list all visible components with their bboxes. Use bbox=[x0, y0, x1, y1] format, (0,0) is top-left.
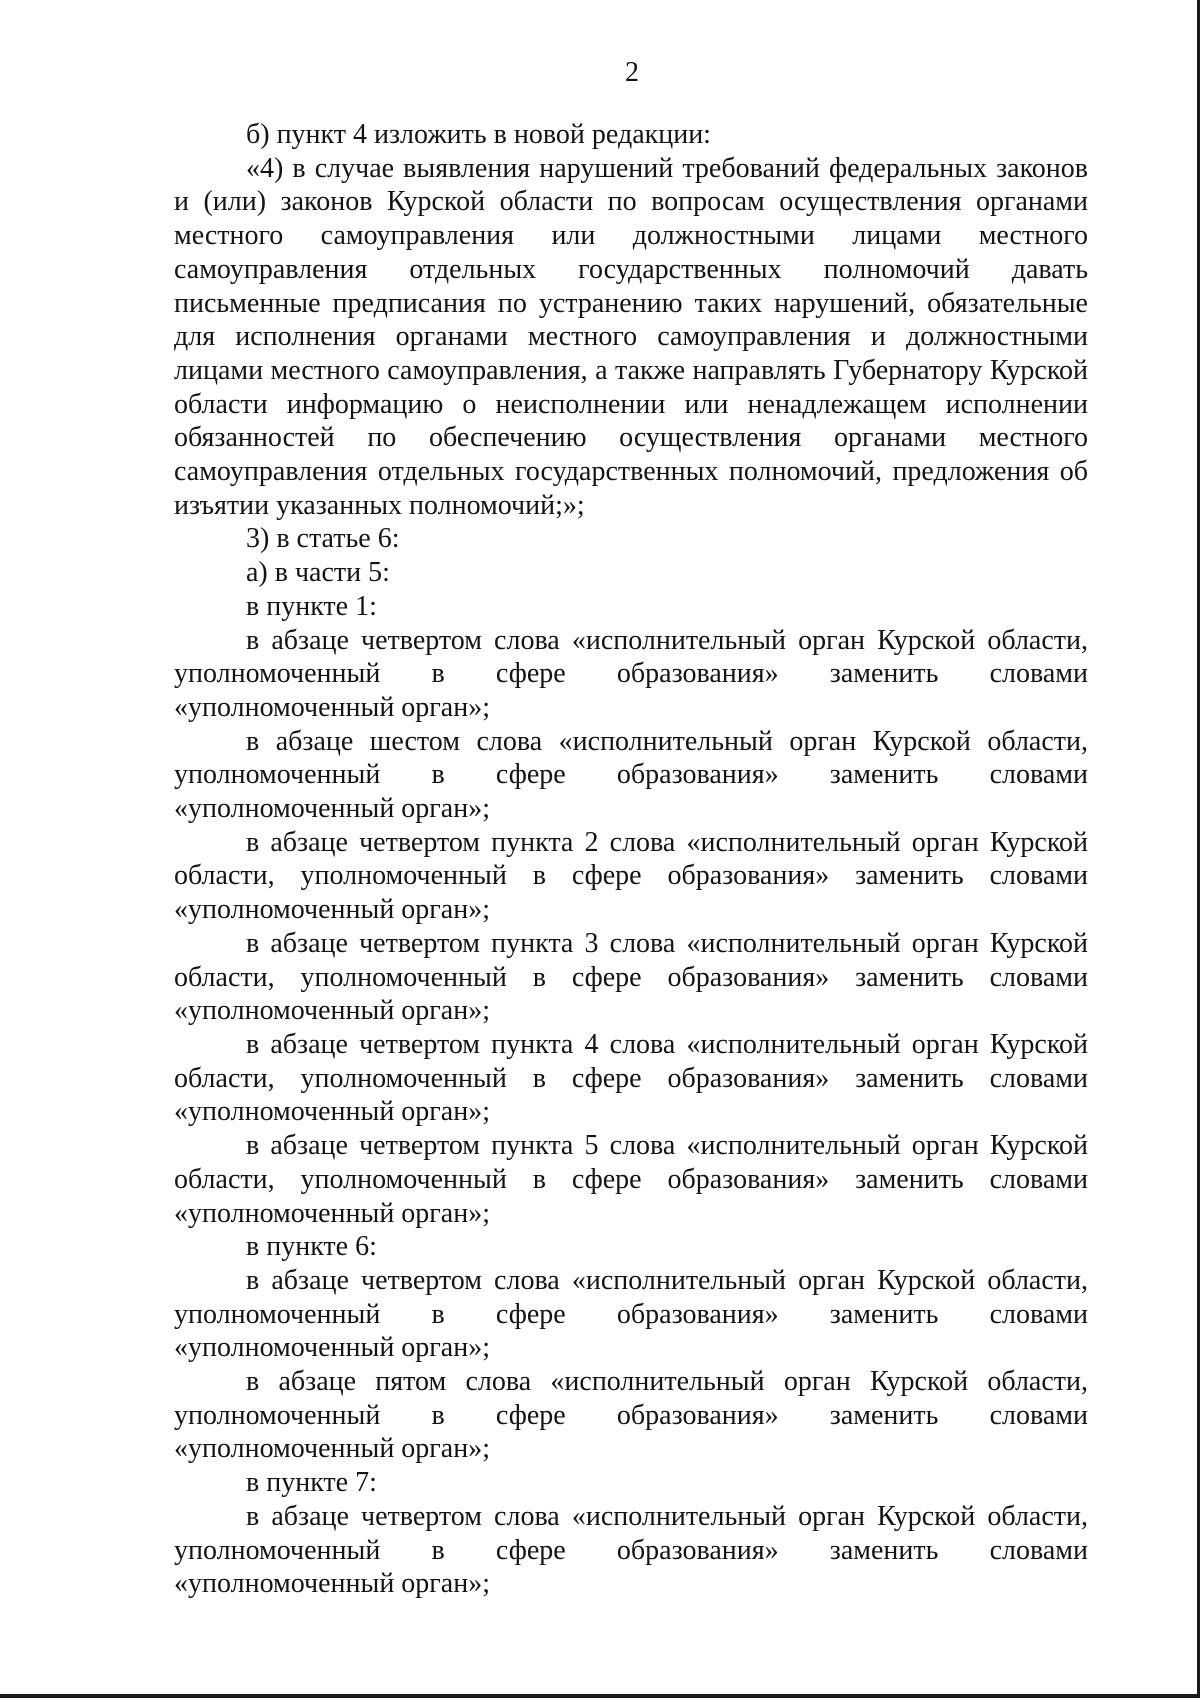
paragraph-item-6-heading: в пункте 6: bbox=[246, 1231, 377, 1263]
paragraph-item-4-abzac-4: в абзаце четвертом пункта 4 слова «исполнительный орган Курской области, уполномоченный в сфере образования» заменить словами «уполномоченный орган»; bbox=[174, 1028, 1088, 1128]
page-number: 2 bbox=[625, 57, 639, 88]
paragraph-item-6-abzac-5: в абзаце пятом слова «исполнительный орган Курской области, уполномоченный в сфере образования» заменить словами «уполномоченный орган»; bbox=[174, 1366, 1088, 1465]
paragraph-item-7-abzac-4: в абзаце четвертом слова «исполнительный орган Курской области, уполномоченный в сфере образования» заменить словами «уполномоченный орган»; bbox=[174, 1500, 1088, 1600]
paragraph-part-5: а) в части 5: bbox=[246, 557, 390, 589]
document-body bbox=[174, 118, 1088, 1601]
paragraph-item-7-heading: в пункте 7: bbox=[246, 1467, 377, 1499]
paragraph-item-2-abzac-4: в абзаце четвертом пункта 2 слова «исполнительный орган Курской области, уполномоченный в сфере образования» заменить словами «уполномоченный орган»; bbox=[174, 826, 1088, 926]
paragraph-item-5-abzac-4: в абзаце четвертом пункта 5 слова «исполнительный орган Курской области, уполномоченный в сфере образования» заменить словами «уполномоченный орган»; bbox=[174, 1130, 1088, 1229]
paragraph-item-b: б) пункт 4 изложить в новой редакции: bbox=[246, 119, 711, 150]
paragraph-item-6-abzac-4: в абзаце четвертом слова «исполнительный орган Курской области, уполномоченный в сфере образования» заменить словами «уполномоченный орган»; bbox=[174, 1264, 1088, 1364]
paragraph-new-item-4: «4) в случае выявления нарушений требований федеральных законов и (или) законов Курской области по вопросам осуществления органами местного самоуправления или должностными лицами местного самоуправления отдельных государственных полномочий давать письменные предписания по устранению таких нарушений, обязательные для исполнения органами местного самоуправления и должностными лицами местного самоуправления, а также направлять Губернатору Курской области информацию о неисполнении или ненадлежащем исполнении обязанностей по обеспечению осуществления органами местного самоуправления отдельных государственных полномочий, предложения об изъятии указанных полномочий;»; bbox=[174, 152, 1088, 521]
paragraph-item-1-abzac-4: в абзаце четвертом слова «исполнительный орган Курской области, уполномоченный в сфере образования» заменить словами «уполномоченный орган»; bbox=[174, 624, 1088, 723]
paragraph-item-3-abzac-4: в абзаце четвертом пункта 3 слова «исполнительный орган Курской области, уполномоченный в сфере образования» заменить словами «уполномоченный орган»; bbox=[174, 927, 1088, 1027]
paragraph-item-1-heading: в пункте 1: bbox=[246, 590, 377, 622]
scan-edge-bottom bbox=[0, 1694, 1200, 1698]
paragraph-item-1-abzac-6: в абзаце шестом слова «исполнительный орган Курской области, уполномоченный в сфере образования» заменить словами «уполномоченный орган»; bbox=[174, 725, 1088, 825]
paragraph-article-6: 3) в статье 6: bbox=[246, 523, 400, 555]
